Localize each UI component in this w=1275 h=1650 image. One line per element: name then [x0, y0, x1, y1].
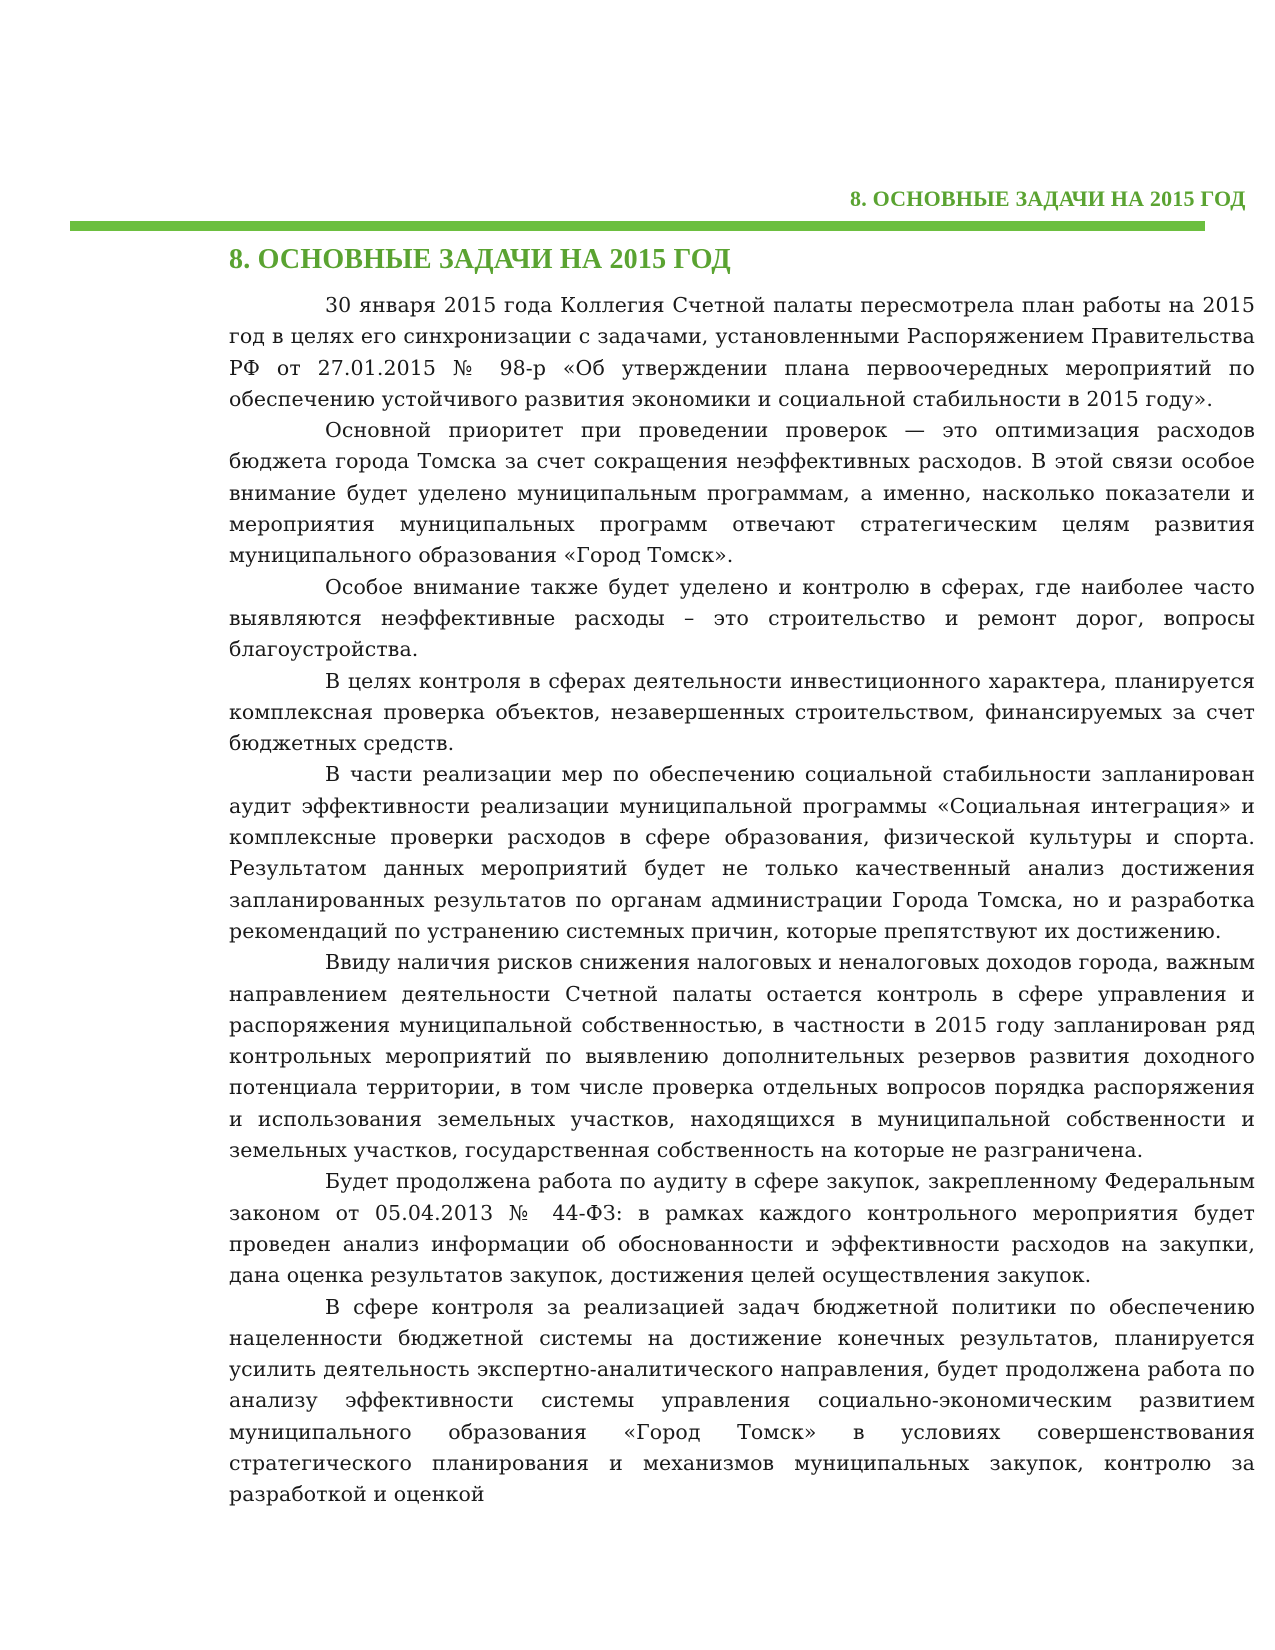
paragraph-1: 30 января 2015 года Коллегия Счетной палаты пересмотрела план работы на 2015 год в целях его синхронизации с задачами, установленными Распоряжением Правительства РФ от 27.01.2015 № 98-р «Об утверждении плана первоочередных мероприятий по обеспечению устойчивого развития экономики и социальной стабильности в 2015 году». — [229, 293, 1255, 411]
header-rule — [70, 221, 1205, 231]
paragraph-2: Основной приоритет при проведении проверок — это оптимизация расходов бюджета города Томска за счет сокращения неэффективных расходов. В этой связи особое внимание будет уделено муниципальным программам, а именно, насколько показатели и мероприятия муниципальных программ отвечают стратегическим целям развития муниципального образования «Город Томск». — [229, 418, 1255, 568]
paragraph-7: Будет продолжена работа по аудиту в сфере закупок, закрепленному Федеральным законом от 05.04.2013 № 44-ФЗ: в рамках каждого контрольного мероприятия будет проведен анализ информации об обоснованности и эффективности расходов на закупки, дана оценка результатов закупок, достижения целей осуществления закупок. — [229, 1169, 1255, 1288]
running-header: 8. ОСНОВНЫЕ ЗАДАЧИ НА 2015 ГОД — [850, 186, 1246, 211]
paragraph-3: Особое внимание также будет уделено и контролю в сферах, где наиболее часто выявляются неэффективные расходы – это строительство и ремонт дорог, вопросы благоустройства. — [229, 574, 1255, 662]
paragraph-5: В части реализации мер по обеспечению социальной стабильности запланирован аудит эффективности реализации муниципальной программы «Социальная интеграция» и комплексные проверки расходов в сфере образования, физической культуры и спорта. Результатом данных мероприятий будет не только качественный анализ достижения запланированных результатов по органам администрации Города Томска, но и разработка рекомендаций по устранению системных причин, которые препятствуют их достижению. — [229, 762, 1255, 943]
paragraph-8: В сфере контроля за реализацией задач бюджетной политики по обеспечению нацеленности бюджетной системы на достижение конечных результатов, планируется усилить деятельность экспертно-аналитического направления, будет продолжена работа по анализу эффективности системы управления социально-экономическим развитием муниципального образования «Город Томск» в условиях совершенствования стратегического планирования и механизмов муниципальных закупок, контролю за разработкой и оценкой — [229, 1294, 1255, 1507]
paragraph-6: Ввиду наличия рисков снижения налоговых и неналоговых доходов города, важным направлением деятельности Счетной палаты остается контроль в сфере управления и распоряжения муниципальной собственностью, в частности в 2015 году запланирован ряд контрольных мероприятий по выявлению дополнительных резервов развития доходного потенциала территории, в том числе проверка отдельных вопросов порядка распоряжения и использования земельных участков, находящихся в муниципальной собственности и земельных участков, государственная собственность на которые не разграничена. — [229, 950, 1255, 1163]
paragraph-4: В целях контроля в сферах деятельности инвестиционного характера, планируется комплексная проверка объектов, незавершенных строительством, финансируемых за счет бюджетных средств. — [229, 668, 1255, 756]
section-title: 8. ОСНОВНЫЕ ЗАДАЧИ НА 2015 ГОД — [229, 244, 731, 275]
page-content — [229, 244, 1255, 1511]
